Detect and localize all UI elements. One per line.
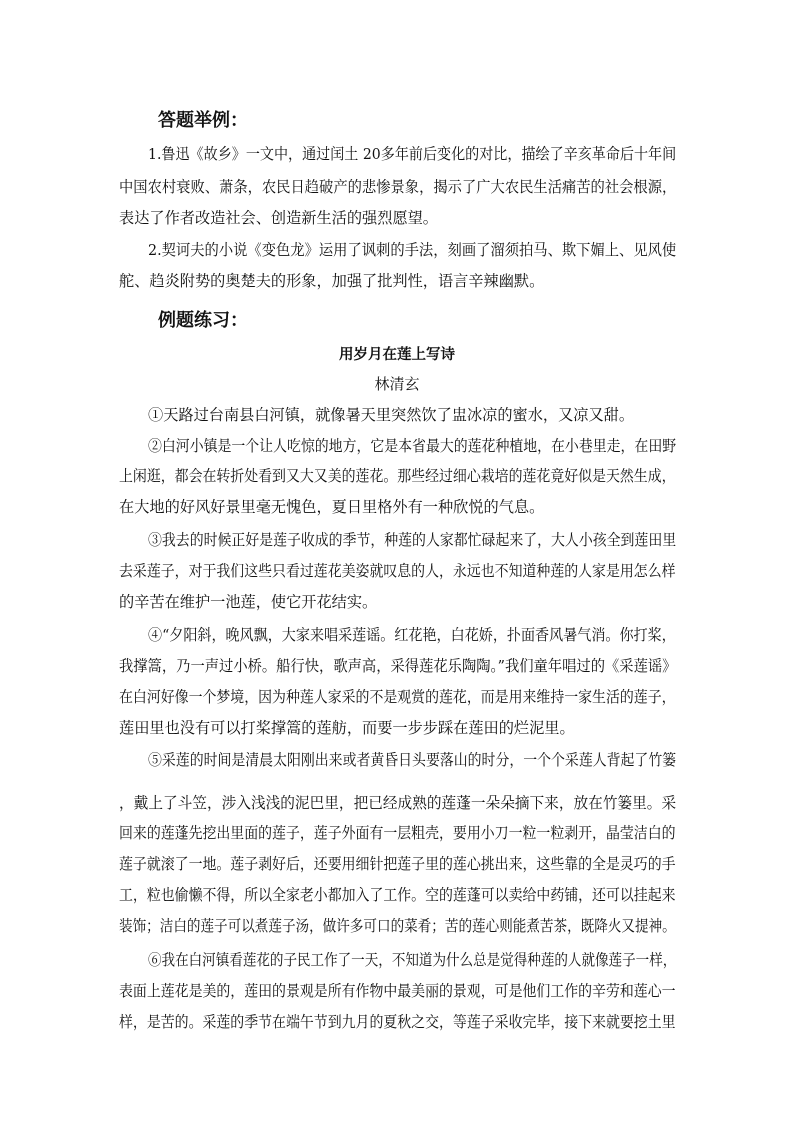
body-line: 装饰；洁白的莲子可以煮莲子汤，做许多可口的菜肴；苦的莲心则能煮苦茶，既降火又提神。: [119, 917, 676, 935]
body-line: ④“夕阳斜，晚风飘，大家来唱采莲谣。红花艳，白花娇，扑面香风暑气消。你打桨，: [148, 626, 676, 644]
body-line: 莲子就滚了一地。莲子剥好后，还要用细针把莲子里的莲心挑出来，这些靠的全是灵巧的手: [119, 855, 676, 873]
body-line: 表面上莲花是美的，莲田的景观是所有作物中最美丽的景观，可是他们工作的辛劳和莲心一: [119, 982, 676, 1000]
body-line: ③我去的时候正好是莲子收成的季节，种莲的人家都忙碌起来了，大人小孩全到莲田里: [148, 531, 677, 549]
body-line: ⑥我在白河镇看莲花的子民工作了一天，不知道为什么总是觉得种莲的人就像莲子一样，: [148, 951, 677, 969]
body-line: ，戴上了斗笠，涉入浅浅的泥巴里，把已经成熟的莲蓬一朵朵摘下来，放在竹篓里。采: [119, 794, 677, 812]
body-line: ①天路过台南县白河镇，就像暑天里突然饮了盅冰凉的蜜水，又凉又甜。: [148, 406, 634, 424]
practice-heading: 例题练习：: [158, 310, 248, 331]
body-line: 在白河好像一个梦境，因为种莲人家采的不是观赏的莲花，而是用来维持一家生活的莲子，: [119, 688, 676, 706]
answer-line: 2.契诃夫的小说《变色龙》运用了讽刺的手法，刻画了溜须拍马、欺下媚上、见风使: [148, 241, 677, 259]
body-line: 莲田里也没有可以打桨撑篙的莲舫，而要一步步踩在莲田的烂泥里。: [119, 719, 575, 737]
body-line: 的辛苦在维护一池莲，使它开花结实。: [119, 593, 378, 611]
body-line: 上闲逛，都会在转折处看到又大又美的莲花。那些经过细心栽培的莲花竟好似是天然生成，: [119, 467, 676, 485]
body-line: 回来的莲蓬先挖出里面的莲子，莲子外面有一层粗壳，要用小刀一粒一粒剥开，晶莹洁白的: [119, 824, 676, 842]
answer-line: 舵、趋炎附势的奥楚夫的形象，加强了批判性，语言辛辣幽默。: [119, 272, 545, 290]
answer-line: 1.鲁迅《故乡》一文中，通过闰土 20多年前后变化的对比，描绘了辛亥革命后十年间: [148, 145, 677, 163]
answer-line: 表达了作者改造社会、创造新生活的强烈愿望。: [119, 209, 438, 227]
body-line: ⑤采莲的时间是清晨太阳刚出来或者黄昏日头要落山的时分，一个个采莲人背起了竹篓: [148, 751, 677, 769]
body-line: 我撑篙，乃一声过小桥。船行快，歌声高，采得莲花乐陶陶。”我们童年唱过的《采莲谣》: [119, 657, 677, 675]
body-line: 样，是苦的。采莲的季节在端午节到九月的夏秋之交，等莲子采收完毕，接下来就要挖土里: [119, 1013, 676, 1031]
answer-heading: 答题举例：: [158, 110, 248, 131]
article-author: 林清玄: [374, 375, 420, 393]
body-line: 工，粒也偷懒不得，所以全家老小都加入了工作。空的莲蓬可以卖给中药铺，还可以挂起来: [119, 886, 676, 904]
body-line: ②白河小镇是一个让人吃惊的地方，它是本省最大的莲花种植地，在小巷里走，在田野: [148, 437, 677, 455]
body-line: 在大地的好风好景里毫无愧色，夏日里格外有一种欣悦的气息。: [119, 498, 545, 516]
article-title: 用岁月在莲上写诗: [339, 347, 455, 363]
answer-line: 中国农村衰败、萧条，农民日趋破产的悲惨景象，揭示了广大农民生活痛苦的社会根源，: [119, 178, 677, 196]
body-line: 去采莲子，对于我们这些只看过莲花美姿就叹息的人，永远也不知道种莲的人家是用怎么样: [119, 562, 676, 580]
